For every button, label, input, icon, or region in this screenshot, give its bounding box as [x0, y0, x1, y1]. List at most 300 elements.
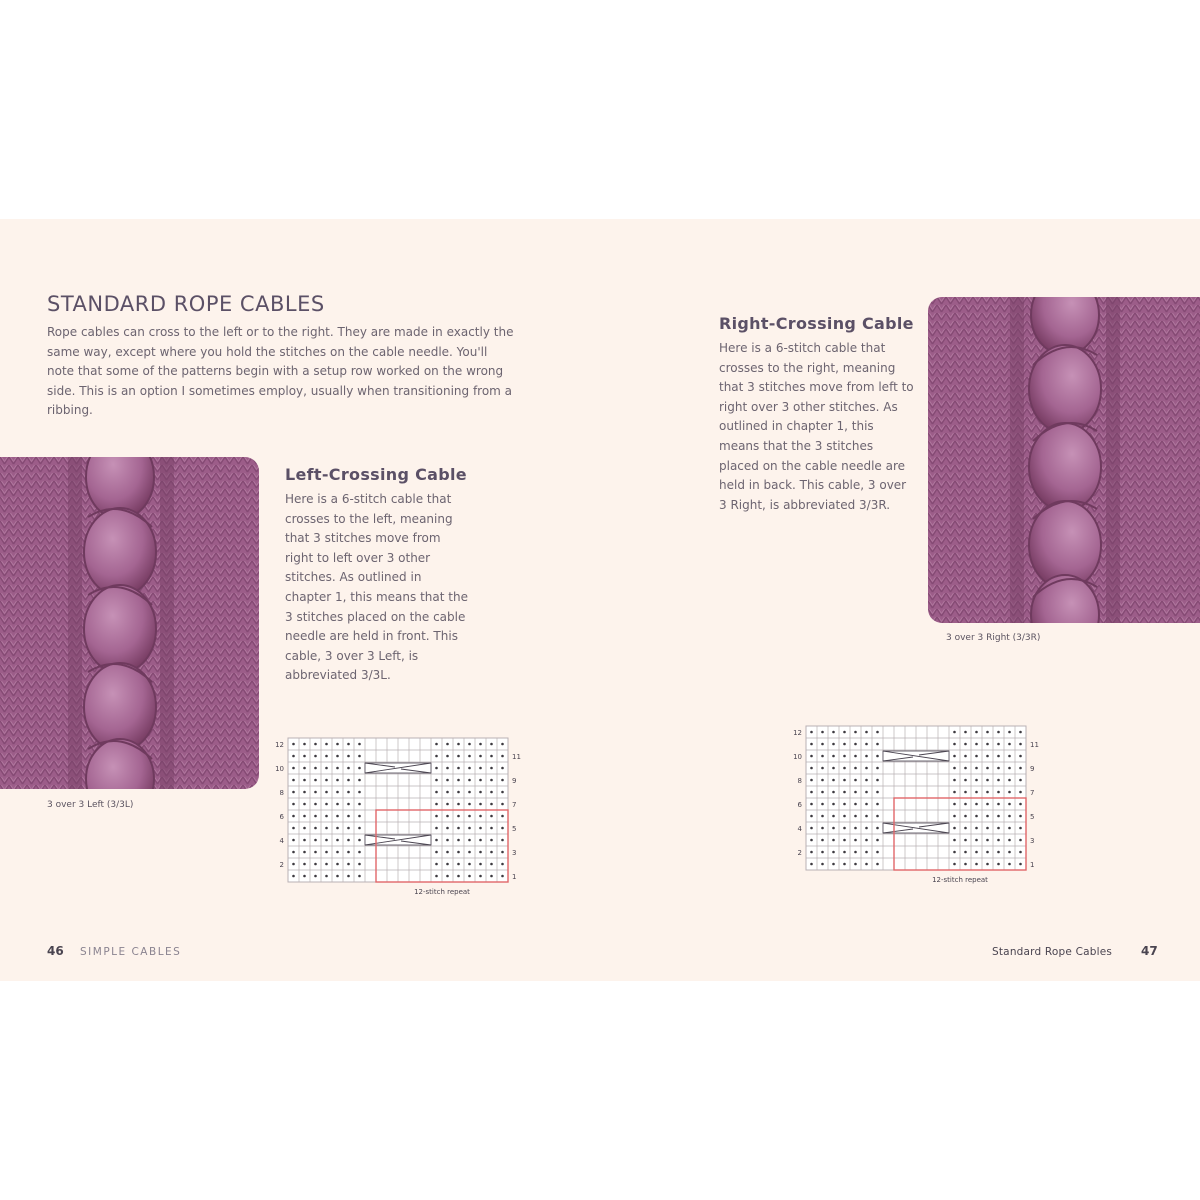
purl-dot: [358, 755, 361, 758]
purl-dot: [446, 875, 449, 878]
purl-dot: [843, 839, 846, 842]
purl-dot: [821, 803, 824, 806]
purl-dot: [490, 839, 493, 842]
purl-dot: [314, 851, 317, 854]
row-number-right: 3: [512, 849, 517, 857]
purl-dot: [832, 839, 835, 842]
purl-dot: [1008, 767, 1011, 770]
purl-dot: [964, 791, 967, 794]
purl-dot: [347, 803, 350, 806]
purl-dot: [325, 827, 328, 830]
purl-dot: [843, 755, 846, 758]
row-number-right: 1: [1030, 861, 1035, 869]
purl-dot: [876, 863, 879, 866]
purl-dot: [490, 851, 493, 854]
purl-dot: [490, 743, 493, 746]
purl-dot: [854, 779, 857, 782]
purl-dot: [292, 875, 295, 878]
purl-dot: [292, 827, 295, 830]
purl-dot: [986, 755, 989, 758]
row-number-left: 2: [797, 849, 802, 857]
purl-dot: [325, 875, 328, 878]
purl-dot: [953, 839, 956, 842]
purl-dot: [997, 863, 1000, 866]
purl-dot: [303, 875, 306, 878]
purl-dot: [876, 815, 879, 818]
purl-dot: [997, 755, 1000, 758]
row-number-left: 6: [797, 801, 802, 809]
purl-dot: [479, 827, 482, 830]
purl-dot: [292, 803, 295, 806]
left-cable-photo: [0, 457, 259, 789]
purl-dot: [336, 755, 339, 758]
purl-dot: [1008, 863, 1011, 866]
purl-dot: [821, 767, 824, 770]
right-photo-caption: 3 over 3 Right (3/3R): [946, 633, 1041, 643]
purl-dot: [468, 839, 471, 842]
purl-dot: [358, 851, 361, 854]
purl-dot: [479, 863, 482, 866]
row-number-right: 9: [512, 777, 517, 785]
left-crossing-title: Left-Crossing Cable: [285, 465, 467, 484]
row-number-left: 8: [279, 789, 284, 797]
purl-dot: [347, 851, 350, 854]
purl-dot: [810, 803, 813, 806]
purl-dot: [490, 815, 493, 818]
purl-dot: [876, 743, 879, 746]
purl-dot: [810, 779, 813, 782]
purl-dot: [821, 791, 824, 794]
purl-dot: [479, 767, 482, 770]
row-number-right: 1: [512, 873, 517, 881]
purl-dot: [446, 815, 449, 818]
purl-dot: [292, 779, 295, 782]
purl-dot: [501, 875, 504, 878]
purl-dot: [1008, 827, 1011, 830]
purl-dot: [964, 815, 967, 818]
purl-dot: [1008, 815, 1011, 818]
purl-dot: [997, 851, 1000, 854]
purl-dot: [457, 827, 460, 830]
purl-dot: [832, 731, 835, 734]
purl-dot: [490, 755, 493, 758]
purl-dot: [501, 815, 504, 818]
purl-dot: [479, 839, 482, 842]
purl-dot: [997, 743, 1000, 746]
purl-dot: [821, 779, 824, 782]
purl-dot: [854, 839, 857, 842]
purl-dot: [953, 815, 956, 818]
purl-dot: [358, 839, 361, 842]
purl-dot: [336, 779, 339, 782]
purl-dot: [876, 839, 879, 842]
purl-dot: [1008, 731, 1011, 734]
purl-dot: [1008, 755, 1011, 758]
right-running-head: Standard Rope Cables: [992, 946, 1113, 958]
purl-dot: [986, 839, 989, 842]
purl-dot: [810, 839, 813, 842]
purl-dot: [358, 767, 361, 770]
purl-dot: [435, 791, 438, 794]
purl-dot: [810, 743, 813, 746]
purl-dot: [336, 827, 339, 830]
purl-dot: [358, 743, 361, 746]
purl-dot: [997, 839, 1000, 842]
purl-dot: [336, 743, 339, 746]
row-number-left: 8: [797, 777, 802, 785]
purl-dot: [810, 863, 813, 866]
purl-dot: [975, 731, 978, 734]
purl-dot: [854, 743, 857, 746]
purl-dot: [986, 743, 989, 746]
purl-dot: [325, 743, 328, 746]
purl-dot: [479, 791, 482, 794]
purl-dot: [446, 851, 449, 854]
purl-dot: [843, 815, 846, 818]
purl-dot: [986, 827, 989, 830]
purl-dot: [876, 779, 879, 782]
purl-dot: [303, 791, 306, 794]
purl-dot: [953, 731, 956, 734]
purl-dot: [292, 743, 295, 746]
intro-paragraph: Rope cables can cross to the left or to the right. They are made in exactly the same way, except where you hold the stitches on the cable needle. You'll note that some of the patterns begin with a setup row worked on the wrong side. This is an option I sometimes employ, usually when transitioning from a ribbing.: [47, 325, 514, 418]
purl-dot: [1008, 743, 1011, 746]
purl-dot: [325, 851, 328, 854]
purl-dot: [1019, 827, 1022, 830]
purl-dot: [832, 827, 835, 830]
purl-dot: [843, 779, 846, 782]
purl-dot: [501, 851, 504, 854]
row-number-right: 11: [1030, 741, 1039, 749]
purl-dot: [490, 803, 493, 806]
purl-dot: [1019, 815, 1022, 818]
repeat-label: 12-stitch repeat: [414, 888, 470, 896]
purl-dot: [1008, 851, 1011, 854]
purl-dot: [964, 767, 967, 770]
purl-dot: [435, 839, 438, 842]
purl-dot: [314, 863, 317, 866]
purl-dot: [810, 815, 813, 818]
purl-dot: [843, 791, 846, 794]
purl-dot: [953, 767, 956, 770]
purl-dot: [457, 839, 460, 842]
purl-dot: [501, 767, 504, 770]
purl-dot: [986, 803, 989, 806]
purl-dot: [832, 767, 835, 770]
purl-dot: [821, 731, 824, 734]
purl-dot: [490, 827, 493, 830]
purl-dot: [975, 803, 978, 806]
purl-dot: [832, 803, 835, 806]
purl-dot: [964, 827, 967, 830]
purl-dot: [810, 731, 813, 734]
purl-dot: [953, 803, 956, 806]
purl-dot: [358, 875, 361, 878]
purl-dot: [832, 863, 835, 866]
purl-dot: [303, 743, 306, 746]
purl-dot: [865, 767, 868, 770]
row-number-left: 4: [279, 837, 284, 845]
purl-dot: [876, 791, 879, 794]
row-number-left: 12: [793, 729, 802, 737]
purl-dot: [446, 827, 449, 830]
purl-dot: [953, 851, 956, 854]
purl-dot: [292, 755, 295, 758]
purl-dot: [435, 779, 438, 782]
purl-dot: [457, 863, 460, 866]
purl-dot: [435, 803, 438, 806]
purl-dot: [347, 875, 350, 878]
purl-dot: [468, 791, 471, 794]
purl-dot: [986, 791, 989, 794]
purl-dot: [468, 875, 471, 878]
purl-dot: [843, 863, 846, 866]
purl-dot: [314, 755, 317, 758]
purl-dot: [975, 827, 978, 830]
purl-dot: [292, 815, 295, 818]
purl-dot: [325, 803, 328, 806]
purl-dot: [336, 875, 339, 878]
purl-dot: [303, 839, 306, 842]
row-number-left: 6: [279, 813, 284, 821]
purl-dot: [843, 731, 846, 734]
purl-dot: [479, 875, 482, 878]
purl-dot: [975, 863, 978, 866]
purl-dot: [490, 779, 493, 782]
purl-dot: [865, 851, 868, 854]
purl-dot: [446, 803, 449, 806]
purl-dot: [876, 731, 879, 734]
purl-dot: [435, 755, 438, 758]
purl-dot: [810, 791, 813, 794]
row-number-right: 3: [1030, 837, 1035, 845]
purl-dot: [986, 851, 989, 854]
purl-dot: [810, 767, 813, 770]
purl-dot: [865, 731, 868, 734]
purl-dot: [347, 815, 350, 818]
purl-dot: [1019, 731, 1022, 734]
purl-dot: [865, 791, 868, 794]
purl-dot: [358, 815, 361, 818]
purl-dot: [336, 803, 339, 806]
purl-dot: [347, 743, 350, 746]
left-chart: [272, 734, 522, 919]
purl-dot: [865, 803, 868, 806]
purl-dot: [876, 755, 879, 758]
purl-dot: [358, 827, 361, 830]
purl-dot: [501, 803, 504, 806]
purl-dot: [347, 767, 350, 770]
purl-dot: [832, 815, 835, 818]
purl-dot: [865, 779, 868, 782]
purl-dot: [325, 863, 328, 866]
row-number-left: 10: [275, 765, 284, 773]
purl-dot: [479, 743, 482, 746]
purl-dot: [468, 827, 471, 830]
purl-dot: [1008, 779, 1011, 782]
row-number-right: 7: [512, 801, 517, 809]
purl-dot: [446, 839, 449, 842]
purl-dot: [314, 839, 317, 842]
right-crossing-text: Here is a 6-stitch cable that crosses to the right, meaning that 3 stitches move from left to right over 3 other stitches. As outlined in chapter 1, this means that the 3 stitches placed on the cable needle are held in back. This cable, 3 over 3 Right, is abbreviated 3/3R.: [719, 341, 914, 512]
purl-dot: [336, 767, 339, 770]
purl-dot: [953, 743, 956, 746]
purl-dot: [446, 863, 449, 866]
purl-dot: [975, 767, 978, 770]
purl-dot: [501, 755, 504, 758]
purl-dot: [325, 839, 328, 842]
purl-dot: [457, 875, 460, 878]
purl-dot: [314, 827, 317, 830]
purl-dot: [1019, 767, 1022, 770]
purl-dot: [997, 815, 1000, 818]
purl-dot: [435, 851, 438, 854]
purl-dot: [435, 767, 438, 770]
purl-dot: [435, 863, 438, 866]
purl-dot: [810, 755, 813, 758]
purl-dot: [457, 743, 460, 746]
purl-dot: [865, 743, 868, 746]
row-number-right: 5: [512, 825, 517, 833]
purl-dot: [964, 803, 967, 806]
purl-dot: [303, 755, 306, 758]
purl-dot: [468, 863, 471, 866]
purl-dot: [501, 827, 504, 830]
purl-dot: [457, 791, 460, 794]
purl-dot: [854, 827, 857, 830]
purl-dot: [821, 827, 824, 830]
purl-dot: [446, 791, 449, 794]
purl-dot: [986, 767, 989, 770]
purl-dot: [810, 851, 813, 854]
purl-dot: [358, 779, 361, 782]
purl-dot: [292, 791, 295, 794]
right-page-number: 47: [1141, 944, 1158, 958]
purl-dot: [457, 779, 460, 782]
purl-dot: [457, 803, 460, 806]
purl-dot: [358, 863, 361, 866]
purl-dot: [1008, 839, 1011, 842]
purl-dot: [457, 755, 460, 758]
purl-dot: [1019, 803, 1022, 806]
purl-dot: [953, 827, 956, 830]
purl-dot: [876, 827, 879, 830]
left-running-head: SIMPLE CABLES: [80, 946, 182, 958]
purl-dot: [446, 767, 449, 770]
purl-dot: [303, 827, 306, 830]
purl-dot: [1019, 755, 1022, 758]
purl-dot: [964, 851, 967, 854]
purl-dot: [435, 875, 438, 878]
purl-dot: [876, 803, 879, 806]
purl-dot: [336, 851, 339, 854]
purl-dot: [303, 779, 306, 782]
purl-dot: [843, 803, 846, 806]
left-crossing-text: Here is a 6-stitch cable that crosses to the left, meaning that 3 stitches move from right to left over 3 other stitches. As outlined in chapter 1, this means that the 3 stitches placed on the cable needle are held in front. This cable, 3 over 3 Left, is abbreviated 3/3L.: [285, 492, 468, 683]
purl-dot: [292, 851, 295, 854]
row-number-left: 10: [793, 753, 802, 761]
purl-dot: [303, 815, 306, 818]
purl-dot: [457, 815, 460, 818]
purl-dot: [975, 779, 978, 782]
purl-dot: [336, 839, 339, 842]
purl-dot: [843, 743, 846, 746]
purl-dot: [953, 755, 956, 758]
purl-dot: [854, 767, 857, 770]
purl-dot: [865, 815, 868, 818]
purl-dot: [314, 767, 317, 770]
purl-dot: [1019, 779, 1022, 782]
row-number-right: 11: [512, 753, 521, 761]
purl-dot: [854, 755, 857, 758]
right-cable-photo: [928, 297, 1200, 623]
purl-dot: [975, 791, 978, 794]
purl-dot: [325, 815, 328, 818]
purl-dot: [479, 779, 482, 782]
purl-dot: [435, 827, 438, 830]
purl-dot: [876, 851, 879, 854]
purl-dot: [314, 743, 317, 746]
purl-dot: [986, 815, 989, 818]
purl-dot: [314, 791, 317, 794]
purl-dot: [832, 851, 835, 854]
purl-dot: [336, 863, 339, 866]
purl-dot: [435, 743, 438, 746]
purl-dot: [865, 827, 868, 830]
purl-dot: [468, 743, 471, 746]
purl-dot: [975, 755, 978, 758]
purl-dot: [997, 803, 1000, 806]
purl-dot: [986, 863, 989, 866]
purl-dot: [468, 755, 471, 758]
purl-dot: [490, 875, 493, 878]
purl-dot: [843, 827, 846, 830]
purl-dot: [1008, 803, 1011, 806]
purl-dot: [964, 731, 967, 734]
purl-dot: [347, 779, 350, 782]
purl-dot: [314, 803, 317, 806]
purl-dot: [821, 839, 824, 842]
book-spread: [0, 219, 1200, 981]
row-number-left: 4: [797, 825, 802, 833]
purl-dot: [997, 779, 1000, 782]
purl-dot: [953, 863, 956, 866]
purl-dot: [810, 827, 813, 830]
purl-dot: [1008, 791, 1011, 794]
purl-dot: [490, 767, 493, 770]
right-crossing-title: Right-Crossing Cable: [719, 314, 914, 333]
purl-dot: [964, 863, 967, 866]
purl-dot: [303, 851, 306, 854]
purl-dot: [303, 767, 306, 770]
purl-dot: [854, 863, 857, 866]
purl-dot: [468, 815, 471, 818]
purl-dot: [292, 767, 295, 770]
purl-dot: [953, 791, 956, 794]
purl-dot: [964, 839, 967, 842]
left-photo-caption: 3 over 3 Left (3/3L): [47, 800, 134, 810]
right-chart-grid: [790, 722, 1040, 907]
purl-dot: [975, 839, 978, 842]
purl-dot: [325, 767, 328, 770]
purl-dot: [964, 779, 967, 782]
purl-dot: [435, 815, 438, 818]
purl-dot: [1019, 839, 1022, 842]
purl-dot: [490, 863, 493, 866]
purl-dot: [358, 791, 361, 794]
purl-dot: [501, 791, 504, 794]
repeat-label: 12-stitch repeat: [932, 876, 988, 884]
